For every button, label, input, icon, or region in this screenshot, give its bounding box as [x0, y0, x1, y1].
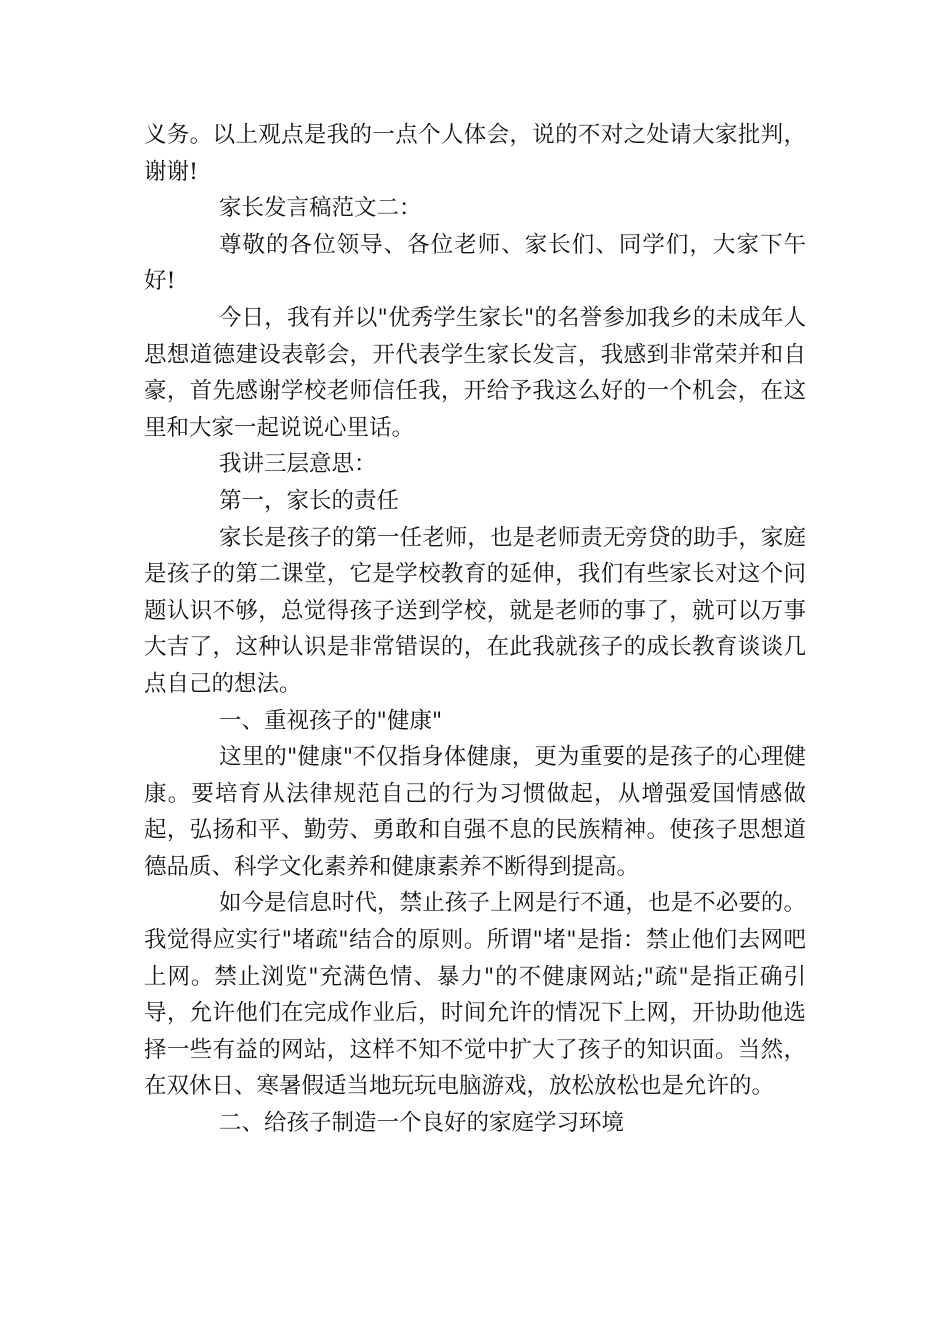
paragraph: 这里的"健康"不仅指身体健康，更为重要的是孩子的心理健康。要培育从法律规范自己的行为习惯做起，从增强爱国情感做起，弘扬和平、勤劳、勇敢和自强不息的民族精神。使孩子思想道德品质、科学文化素养和健康素养不断得到提高。 [144, 744, 806, 880]
paragraph: 一、重视孩子的"健康" [219, 707, 443, 734]
paragraph: 如今是信息时代，禁止孩子上网是行不通，也是不必要的。我觉得应实行"堵疏"结合的原则。所谓"堵"是指：禁止他们去网吧上网。禁止浏览"充满色情、暴力"的不健康网站;"疏"是指正确引导，允许他们在完成作业后，时间允许的情况下上网，开协助他选择一些有益的网站，这样不知不觉中扩大了孩子的知识面。当然，在双休日、寒暑假适当地玩玩电脑游戏，放松放松也是允许的。 [144, 890, 806, 1100]
paragraph: 我讲三层意思： [219, 451, 377, 478]
paragraph: 今日，我有并以"优秀学生家长"的名誉参加我乡的未成年人思想道德建设表彰会，开代表学生家长发言，我感到非常荣并和自豪，首先感谢学校老师信任我，开给予我这么好的一个机会，在这里和大家一起说说心里话。 [144, 304, 806, 441]
paragraph: 家长发言稿范文二： [219, 195, 422, 222]
paragraph: 义务。以上观点是我的一点个人体会，说的不对之处请大家批判，谢谢! [144, 122, 806, 185]
paragraph: 二、给孩子制造一个良好的家庭学习环境 [219, 1110, 625, 1137]
paragraph: 尊敬的各位领导、各位老师、家长们、同学们，大家下午好! [144, 231, 806, 295]
document-body [144, 117, 806, 1142]
paragraph: 第一，家长的责任 [219, 487, 400, 514]
paragraph: 家长是孩子的第一任老师，也是老师责无旁贷的助手，家庭是孩子的第二课堂，它是学校教育的延伸，我们有些家长对这个问题认识不够，总觉得孩子送到学校，就是老师的事了，就可以万事大吉了，这种认识是非常错误的，在此我就孩子的成长教育谈谈几点自己的想法。 [144, 524, 806, 697]
